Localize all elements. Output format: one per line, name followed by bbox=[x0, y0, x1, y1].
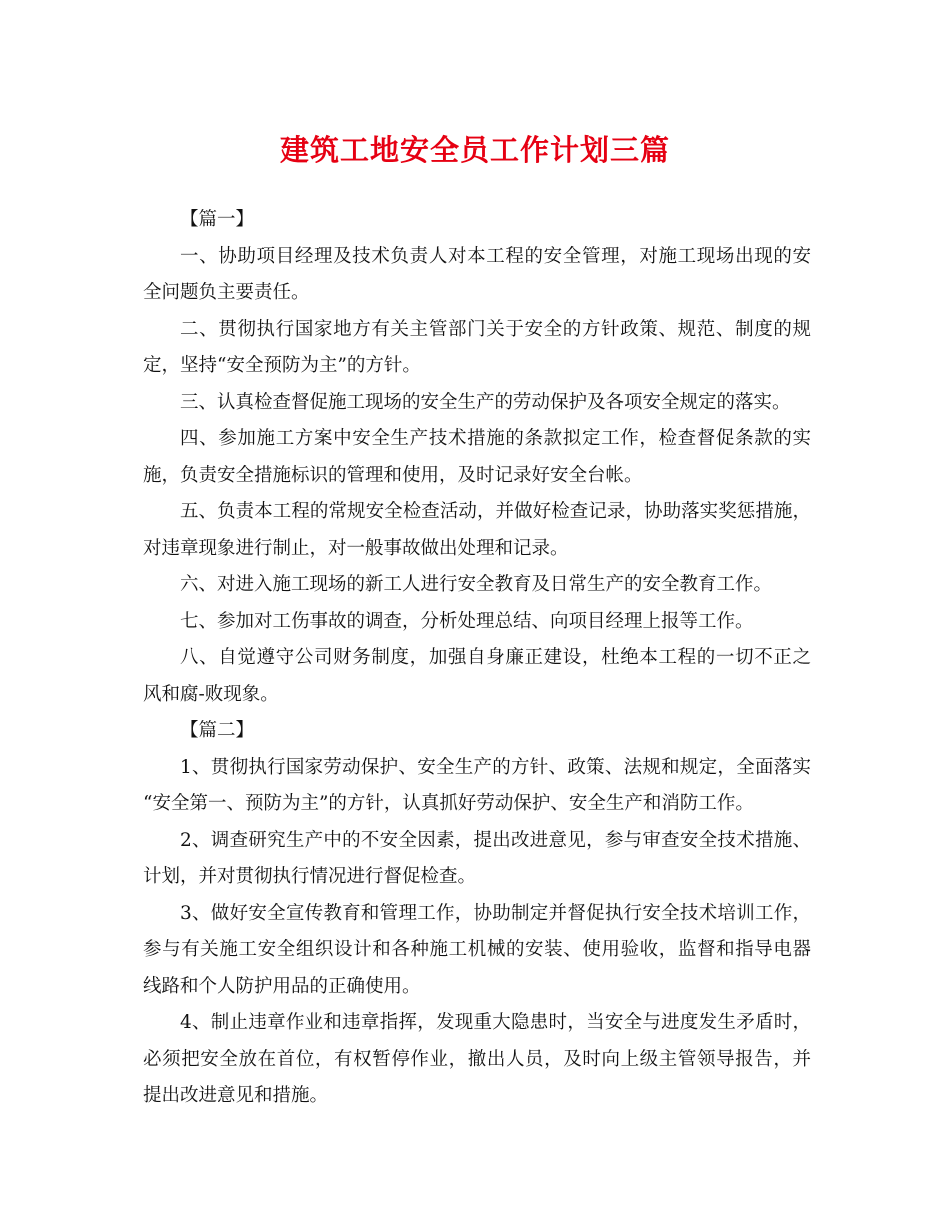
section-heading: 【篇二】 bbox=[180, 720, 255, 741]
paragraph-line: 三、认真检查督促施工现场的安全生产的劳动保护及各项安全规定的落实。 bbox=[180, 391, 791, 413]
paragraph-line: 七、参加对工伤事故的调查，分析处理总结、向项目经理上报等工作。 bbox=[180, 610, 754, 632]
paragraph-line: 3、做好安全宣传教育和管理工作，协助制定并督促执行安全技术培训工作， bbox=[180, 902, 811, 924]
paragraph-line: 八、自觉遵守公司财务制度，加强自身廉正建设，杜绝本工程的一切不正之 bbox=[180, 647, 811, 668]
paragraph-line: 线路和个人防护用品的正确使用。 bbox=[143, 975, 421, 997]
paragraph-line: 风和腐-败现象。 bbox=[143, 683, 279, 705]
section-heading: 【篇一】 bbox=[180, 209, 255, 230]
paragraph-line: 四、参加施工方案中安全生产技术措施的条款拟定工作，检查督促条款的实 bbox=[180, 428, 811, 449]
paragraph-line: 4、制止违章作业和违章指挥，发现重大隐患时，当安全与进度发生矛盾时， bbox=[180, 1012, 811, 1033]
paragraph-line: 五、负责本工程的常规安全检查活动，并做好检查记录，协助落实奖惩措施， bbox=[180, 501, 811, 522]
paragraph-line: 参与有关施工安全组织设计和各种施工机械的安装、使用验收，监督和指导电器 bbox=[143, 939, 811, 960]
paragraph-line: 计划，并对贯彻执行情况进行督促检查。 bbox=[143, 866, 477, 887]
paragraph-line: 定，坚持“安全预防为主”的方针。 bbox=[143, 355, 421, 376]
paragraph-line: “安全第一、预防为主”的方针，认真抓好劳动保护、安全生产和消防工作。 bbox=[143, 793, 754, 814]
paragraph-line: 全问题负主要责任。 bbox=[143, 282, 310, 303]
paragraph-line: 二、贯彻执行国家地方有关主管部门关于安全的方针政策、规范、制度的规 bbox=[180, 318, 811, 340]
paragraph-line: 提出改进意见和措施。 bbox=[143, 1085, 329, 1106]
paragraph-line: 施，负责安全措施标识的管理和使用，及时记录好安全台帐。 bbox=[143, 464, 643, 486]
paragraph-line: 必须把安全放在首位，有权暂停作业，撤出人员，及时向上级主管领导报告，并 bbox=[143, 1048, 811, 1070]
paragraph-line: 一、协助项目经理及技术负责人对本工程的安全管理，对施工现场出现的安 bbox=[180, 245, 811, 267]
paragraph-line: 1、贯彻执行国家劳动保护、安全生产的方针、政策、法规和规定，全面落实 bbox=[180, 756, 811, 778]
paragraph-line: 对违章现象进行制止，对一般事故做出处理和记录。 bbox=[143, 537, 569, 559]
document-title: 建筑工地安全员工作计划三篇 bbox=[279, 133, 670, 167]
paragraph-line: 2、调查研究生产中的不安全因素，提出改进意见，参与审查安全技术措施、 bbox=[180, 829, 811, 851]
paragraph-line: 六、对进入施工现场的新工人进行安全教育及日常生产的安全教育工作。 bbox=[180, 574, 773, 595]
document-body bbox=[143, 202, 811, 1115]
